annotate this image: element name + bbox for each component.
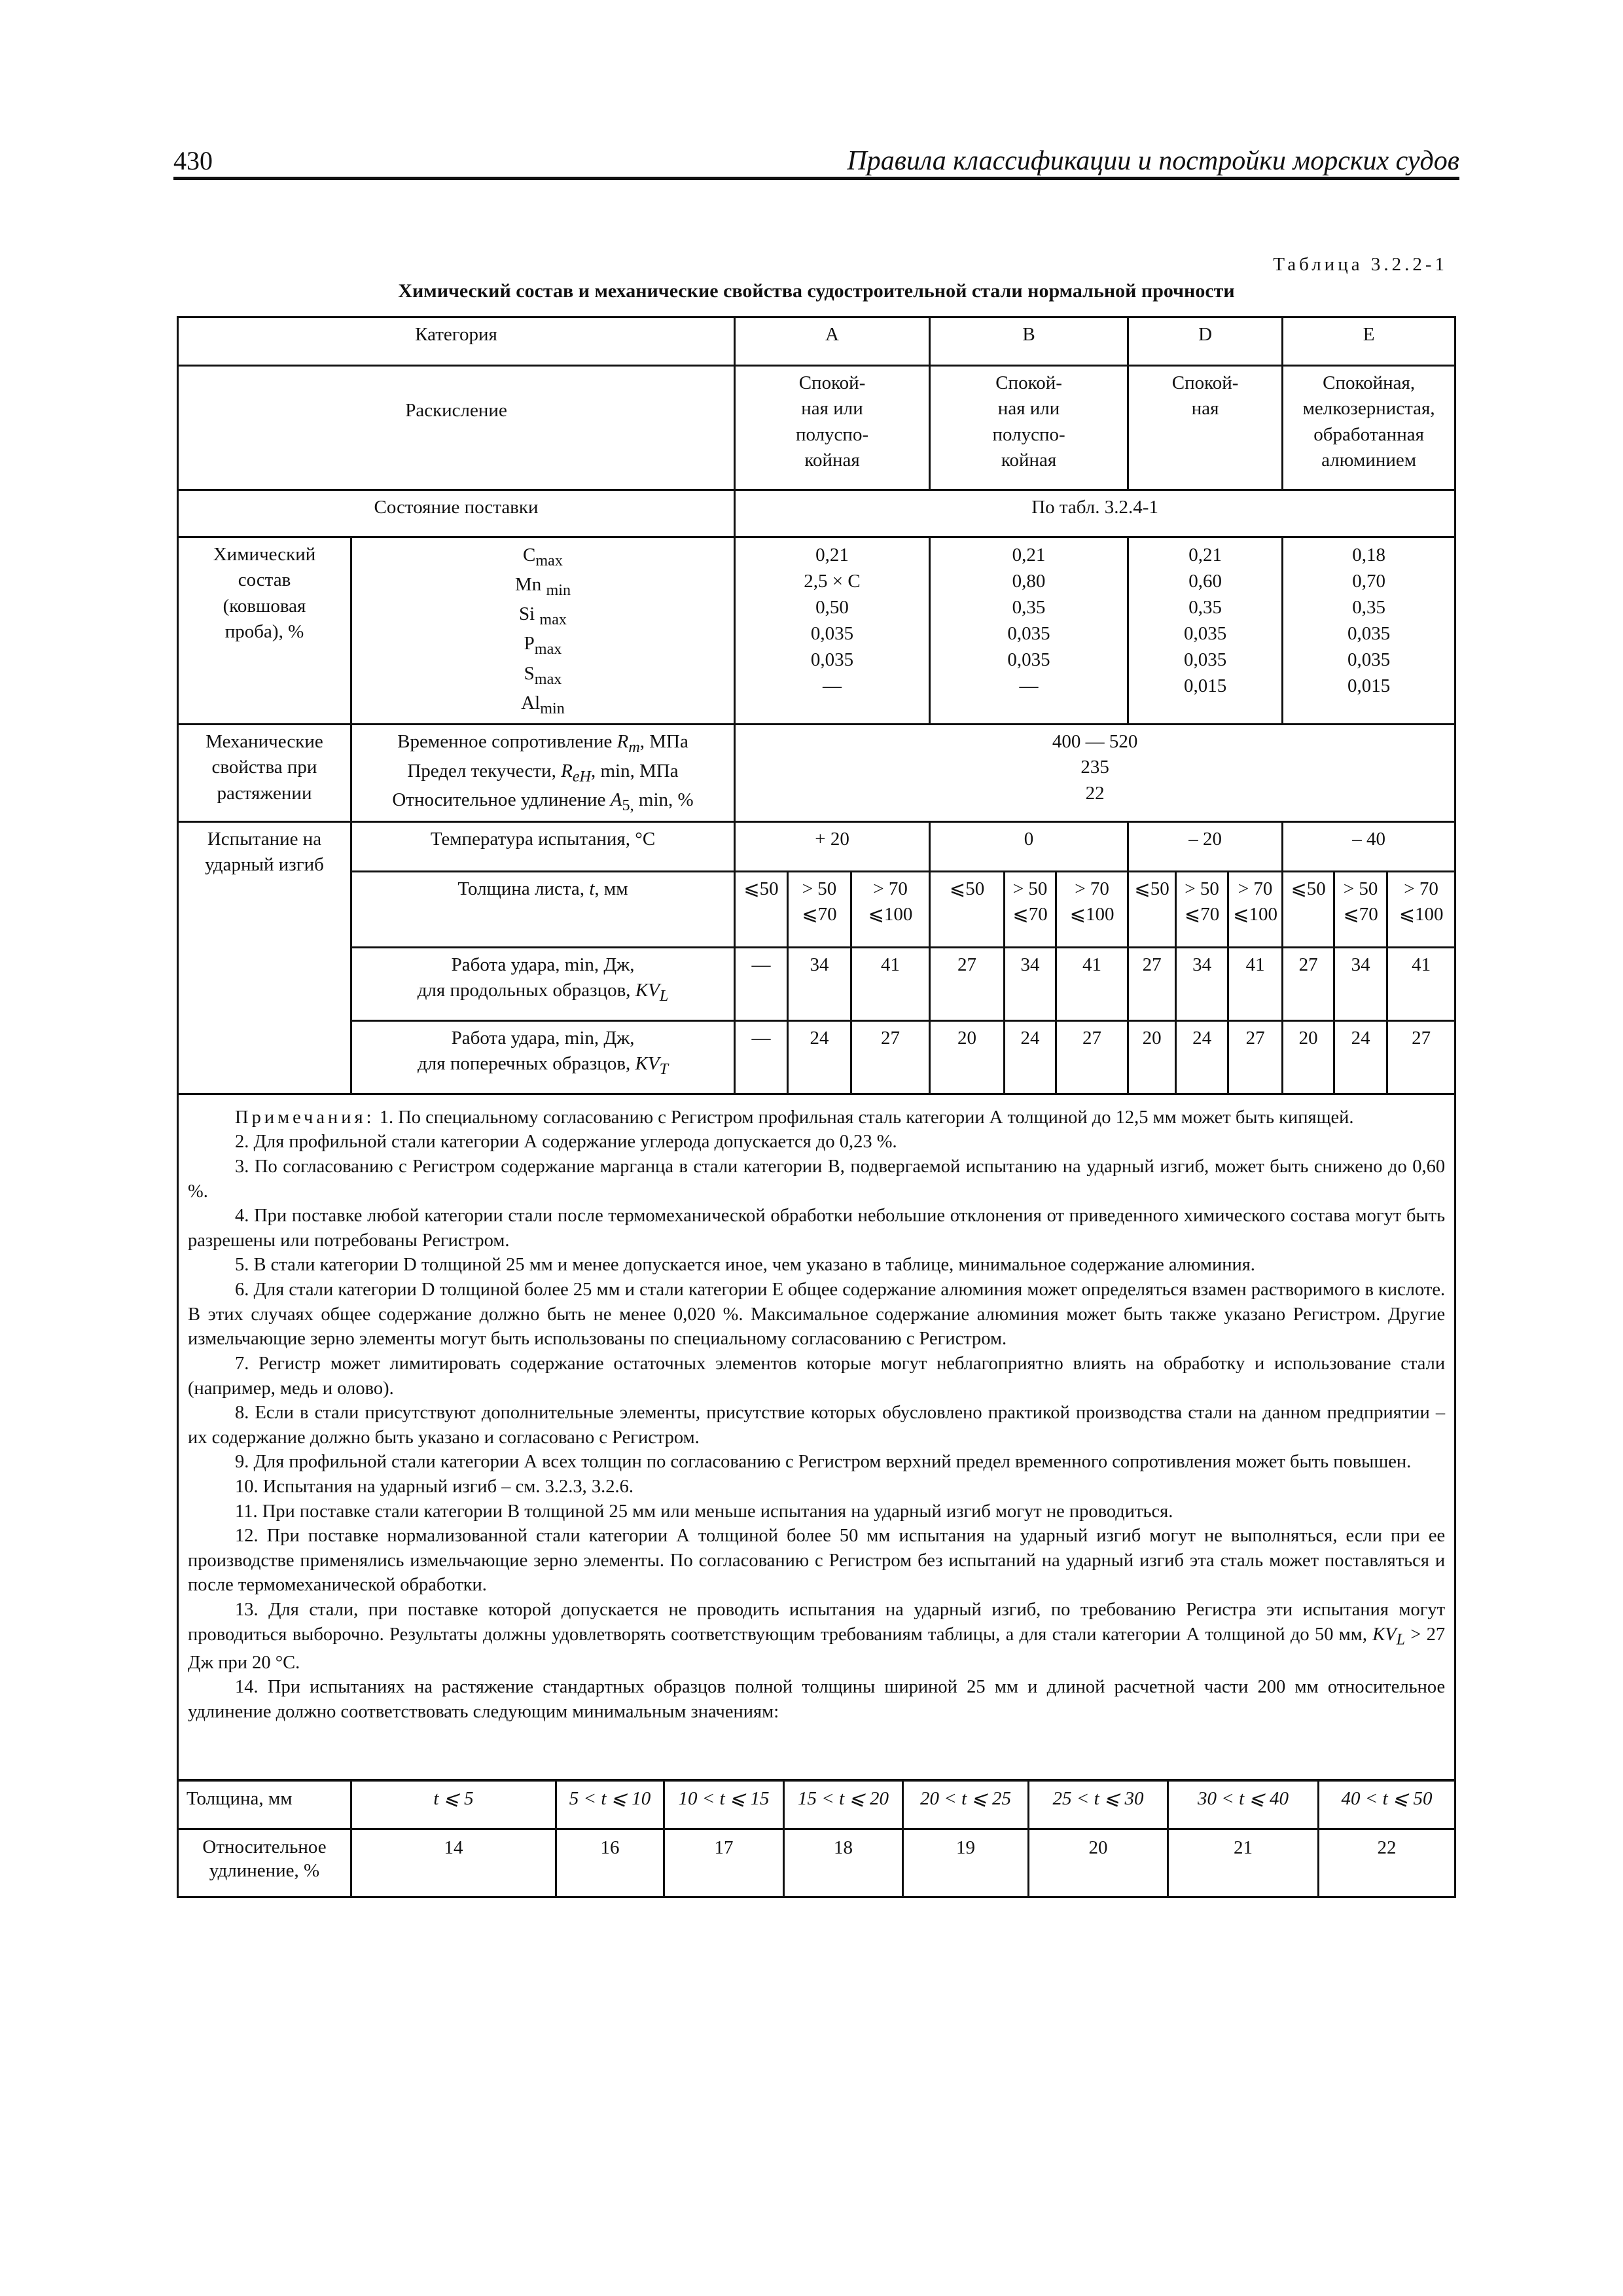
element-mn: Mn $_{min}$ [514,574,571,599]
elong-range: 30 < t ⩽ 40 [1168,1780,1319,1829]
category-label: Категория [178,317,735,366]
elong-value-label: Относительное удлинение, % [178,1829,351,1897]
note-9: 9. Для профильной стали категории А всех толщин по согласованию с Регистром верхний предел временного сопротивления может быть повышен. [235,1452,1412,1473]
chemical-values-a: 0,21 2,5 × C 0,50 0,035 0,035 — [735,537,930,725]
temp-a: + 20 [735,821,930,871]
thickness-range: > 70 ⩽100 [1228,871,1283,947]
chemical-row [178,537,1455,725]
note-5: 5. В стали категории D толщиной 25 мм и менее допускается иное, чем указано в таблице, минимальное содержание алюминия. [235,1255,1255,1276]
kvl-value: 27 [1128,947,1176,1020]
elong-range: 40 < t ⩽ 50 [1319,1780,1455,1829]
chemical-values-b: 0,21 0,80 0,35 0,035 0,035 — [930,537,1128,725]
kvt-value: 27 [851,1020,930,1094]
elong-range: 25 < t ⩽ 30 [1029,1780,1168,1829]
steel-properties-table [177,316,1456,1782]
thickness-range: ⩽50 [1283,871,1334,947]
temp-e: – 40 [1283,821,1455,871]
elong-value: 20 [1029,1829,1168,1897]
category-d: D [1128,317,1283,366]
mechanical-label: Механические свойства при растяжении [178,724,351,821]
note-6: 6. Для стали категории D толщиной более 25 мм и стали категории E общее содержание алюминия может определяться взамен растворимого в кислоте. В этих случаях общее содержание должно быть не менее 0,020 %. Максимальное содержание алюминия может быть также указано Регистром. Другие измельчающие зерно элементы могут быть использованы по специальному согласованию с Регистром. [188,1280,1446,1350]
note-13: 13. Для стали, при поставке которой допускается не проводить испытания на ударный изгиб, по требованию Регистра эти испытания могут проводиться выборочно. Результаты должны удовлетворять соответствующим требованиям таблицы, а для стали категории А толщиной до 50 мм, $KV_L > 27$ Дж при 20 °С. [188,1600,1446,1673]
deoxidation-row [178,366,1455,490]
element-p: $P_{max}$ [524,633,562,658]
thickness-range: > 70 ⩽100 [1056,871,1128,947]
deoxidation-a: Спокой- ная или полуспо- койная [735,366,930,490]
note-4: 4. При поставке любой категории стали после термомеханической обработки небольшие отклонения от приведенного химического состава могут быть разрешены или потребованы Регистром. [188,1206,1446,1251]
kvl-value: — [735,947,788,1020]
notes-row [178,1094,1455,1780]
elong-range: 15 < t ⩽ 20 [784,1780,903,1829]
elong-value: 18 [784,1829,903,1897]
temp-b: 0 [930,821,1128,871]
note-3: 3. По согласованию с Регистром содержание марганца в стали категории В, подвергаемой испытанию на ударный изгиб, может быть снижено до 0,60 %. [188,1157,1446,1202]
element-al: $Al_{min}$ [521,692,565,717]
elong-thickness-label: Толщина, мм [178,1780,351,1829]
elong-value: 21 [1168,1829,1319,1897]
elongation-value-row [178,1829,1455,1897]
kvt-value: 20 [1128,1020,1176,1094]
mechanical-properties [351,724,735,821]
kvl-value: 34 [1334,947,1387,1020]
chemical-values-e: 0,18 0,70 0,35 0,035 0,035 0,015 [1283,537,1455,725]
elong-value: 17 [664,1829,784,1897]
kvt-value: 20 [1283,1020,1334,1094]
elong-range: 5 < t ⩽ 10 [556,1780,664,1829]
page-number: 430 [173,146,213,175]
element-si: Si $_{max}$ [518,603,567,629]
table-label: Таблица 3.2.2-1 [1273,254,1448,275]
kvt-value: 27 [1228,1020,1283,1094]
impact-thickness-row [178,871,1455,947]
kvt-value: — [735,1020,788,1094]
thickness-range: > 50 ⩽70 [1334,871,1387,947]
delivery-label: Состояние поставки [178,490,735,537]
note-7: 7. Регистр может лимитировать содержание остаточных элементов которые могут неблагоприятно влиять на обработку и использование стали (например, медь и олово). [188,1353,1446,1399]
elong-value: 14 [351,1829,556,1897]
note-12: 12. При поставке нормализованной стали категории А толщиной более 50 мм испытания на ударный изгиб могут не выполняться, если при ее производстве применялись измельчающие зерно элементы. По согласованию с Регистром без испытаний на ударный изгиб эта сталь может поставляться и после термомеханической обработки. [188,1526,1446,1596]
note-14: 14. При испытаниях на растяжение стандартных образцов полной толщины шириной 25 мм и длиной расчетной части 200 мм относительное удлинение должно соответствовать следующим минимальным значениям: [188,1677,1446,1722]
mechanical-row [178,724,1455,821]
temp-d: – 20 [1128,821,1283,871]
elongation-table [177,1779,1456,1898]
kvl-value: 27 [930,947,1005,1020]
elong-value: 19 [903,1829,1029,1897]
chemical-values-d: 0,21 0,60 0,35 0,035 0,035 0,015 [1128,537,1283,725]
category-a: A [735,317,930,366]
note-11: 11. При поставке стали категории В толщиной 25 мм или меньше испытания на ударный изгиб могут не проводиться. [235,1501,1173,1522]
kvt-value: 27 [1387,1020,1455,1094]
elong-range: 20 < t ⩽ 25 [903,1780,1029,1829]
kvl-value: 41 [1056,947,1128,1020]
impact-kvt-row [178,1020,1455,1094]
elong-range: 10 < t ⩽ 15 [664,1780,784,1829]
elong-value: 22 [1319,1829,1455,1897]
kvl-value: 41 [851,947,930,1020]
element-c: $C_{max}$ [523,545,563,569]
thickness-range: > 50 ⩽70 [788,871,851,947]
thickness-range: ⩽50 [735,871,788,947]
kvl-value: 34 [1005,947,1056,1020]
running-title: Правила классификации и постройки морских судов [847,146,1459,176]
kvt-value: 20 [930,1020,1005,1094]
notes [178,1094,1455,1780]
note-10: 10. Испытания на ударный изгиб – см. 3.2.3, 3.2.6. [235,1476,633,1497]
thickness-label: Толщина листа, t, мм [351,871,735,947]
kvl-value: 41 [1387,947,1455,1020]
table-title: Химический состав и механические свойства судостроительной стали нормальной прочности [398,280,1235,302]
impact-temp-row [178,821,1455,871]
kvt-label: Работа удара, min, Дж, для поперечных образцов, $KV_T$ [351,1020,735,1094]
elong-value: 16 [556,1829,664,1897]
deoxidation-e: Спокойная, мелкозернистая, обработанная алюминием [1283,366,1455,490]
page-header [173,145,1459,179]
kvt-value: 24 [1334,1020,1387,1094]
elongation: Относительное удлинение $A_{5,}$ min, % [392,789,694,814]
delivery-row [178,490,1455,537]
kvt-value: 27 [1056,1020,1128,1094]
kvl-value: 27 [1283,947,1334,1020]
category-b: B [930,317,1128,366]
chemical-elements [351,537,735,725]
element-s: $S_{max}$ [524,662,562,688]
deoxidation-label: Раскисление [178,366,735,490]
deoxidation-d: Спокой- ная [1128,366,1283,490]
category-row [178,317,1455,366]
thickness-range: > 70 ⩽100 [851,871,930,947]
thickness-range: > 50 ⩽70 [1005,871,1056,947]
elongation-thickness-row [178,1780,1455,1829]
thickness-range: ⩽50 [930,871,1005,947]
kvt-value: 24 [788,1020,851,1094]
chemical-label: Химический состав (ковшовая проба), % [178,537,351,725]
category-e: E [1283,317,1455,366]
kvl-value: 34 [1176,947,1228,1020]
tensile-strength: Временное сопротивление $R_m$, МПа [397,730,688,756]
impact-kvl-row [178,947,1455,1020]
kvt-value: 24 [1176,1020,1228,1094]
note-2: 2. Для профильной стали категории А содержание углерода допускается до 0,23 %. [235,1132,897,1153]
thickness-range: ⩽50 [1128,871,1176,947]
kvl-value: 34 [788,947,851,1020]
deoxidation-b: Спокой- ная или полуспо- койная [930,366,1128,490]
mechanical-values: 400 — 520 235 22 [735,724,1455,821]
temp-label: Температура испытания, °C [351,821,735,871]
thickness-range: > 50 ⩽70 [1176,871,1228,947]
thickness-range: > 70 ⩽100 [1387,871,1455,947]
yield-strength: Предел текучести, $R_{eH}$, min, МПа [407,760,679,785]
kvl-value: 41 [1228,947,1283,1020]
note-1: Примечания: 1. По специальному согласованию с Регистром профильная сталь категории А толщиной до 12,5 мм может быть кипящей. [235,1107,1354,1128]
delivery-value: По табл. 3.2.4-1 [735,490,1455,537]
elong-range: t ⩽ 5 [351,1780,556,1829]
note-8: 8. Если в стали присутствуют дополнительные элементы, присутствие которых обусловлено практикой производства стали на данном предприятии – их содержание должно быть указано и согласовано с Регистром. [188,1403,1446,1448]
kvt-value: 24 [1005,1020,1056,1094]
kvl-label: Работа удара, min, Дж, для продольных образцов, $KV_L$ [351,947,735,1020]
header-rule [173,177,1459,180]
impact-label: Испытание на ударный изгиб [178,821,351,1094]
